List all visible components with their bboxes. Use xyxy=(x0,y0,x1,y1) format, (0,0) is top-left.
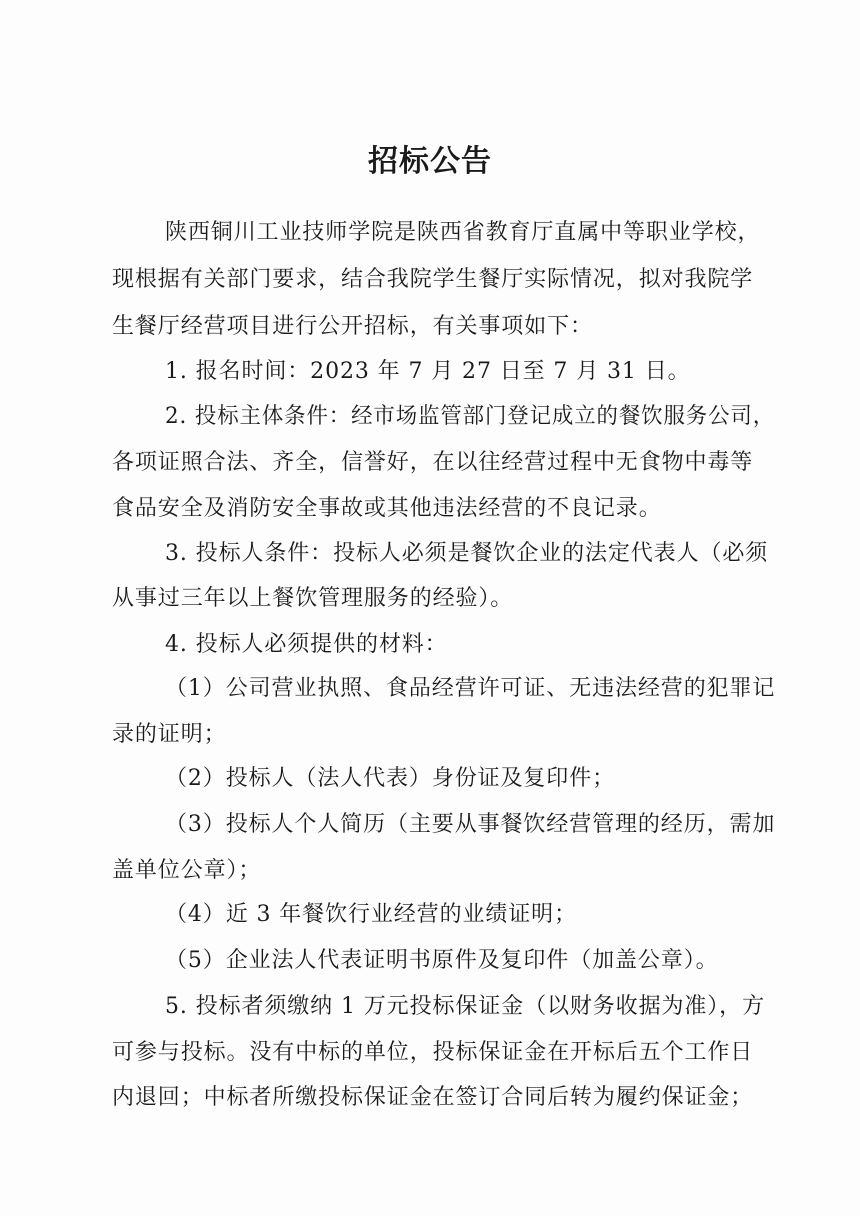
paragraph-line: 1. 报名时间：2023 年 7 月 27 日至 7 月 31 日。 xyxy=(165,359,691,384)
paragraph-line: 可参与投标。没有中标的单位，投标保证金在开标后五个工作日 xyxy=(112,1040,754,1065)
paragraph-line: 5. 投标者须缴纳 1 万元投标保证金（以财务收据为准），方 xyxy=(165,994,765,1019)
paragraph-line: （1）公司营业执照、食品经营许可证、无违法经营的犯罪记 xyxy=(165,676,776,701)
paragraph-line: （4）近 3 年餐饮行业经营的业绩证明； xyxy=(165,902,577,927)
paragraph-line: 4. 投标人必须提供的材料： xyxy=(165,632,448,657)
paragraph-line: （2）投标人（法人代表）身份证及复印件； xyxy=(165,766,615,791)
paragraph-line: （3）投标人个人简历（主要从事餐饮经营管理的经历，需加 xyxy=(165,812,776,837)
paragraph-line: 盖单位公章）； xyxy=(112,858,262,883)
paragraph-line: 2. 投标主体条件：经市场监管部门登记成立的餐饮服务公司， xyxy=(165,404,776,429)
paragraph-line: 录的证明； xyxy=(112,722,227,747)
document-title: 招标公告 xyxy=(368,144,492,179)
paragraph-line: 各项证照合法、齐全，信誉好，在以往经营过程中无食物中毒等 xyxy=(112,450,754,475)
paragraph-line: 3. 投标人条件：投标人必须是餐饮企业的法定代表人（必须 xyxy=(165,541,769,566)
paragraph-line: 现根据有关部门要求，结合我院学生餐厅实际情况，拟对我院学 xyxy=(112,267,754,292)
paragraph-line: 食品安全及消防安全事故或其他违法经营的不良记录。 xyxy=(112,496,662,521)
paragraph-line: 陕西铜川工业技师学院是陕西省教育厅直属中等职业学校， xyxy=(165,220,761,245)
paragraph-line: 生餐厅经营项目进行公开招标，有关事项如下： xyxy=(112,314,593,339)
paragraph-line: （5）企业法人代表证明书原件及复印件（加盖公章）。 xyxy=(165,948,719,973)
paragraph-line: 从事过三年以上餐饮管理服务的经验）。 xyxy=(112,586,514,611)
paragraph-line: 内退回；中标者所缴投标保证金在签订合同后转为履约保证金； xyxy=(112,1085,754,1110)
